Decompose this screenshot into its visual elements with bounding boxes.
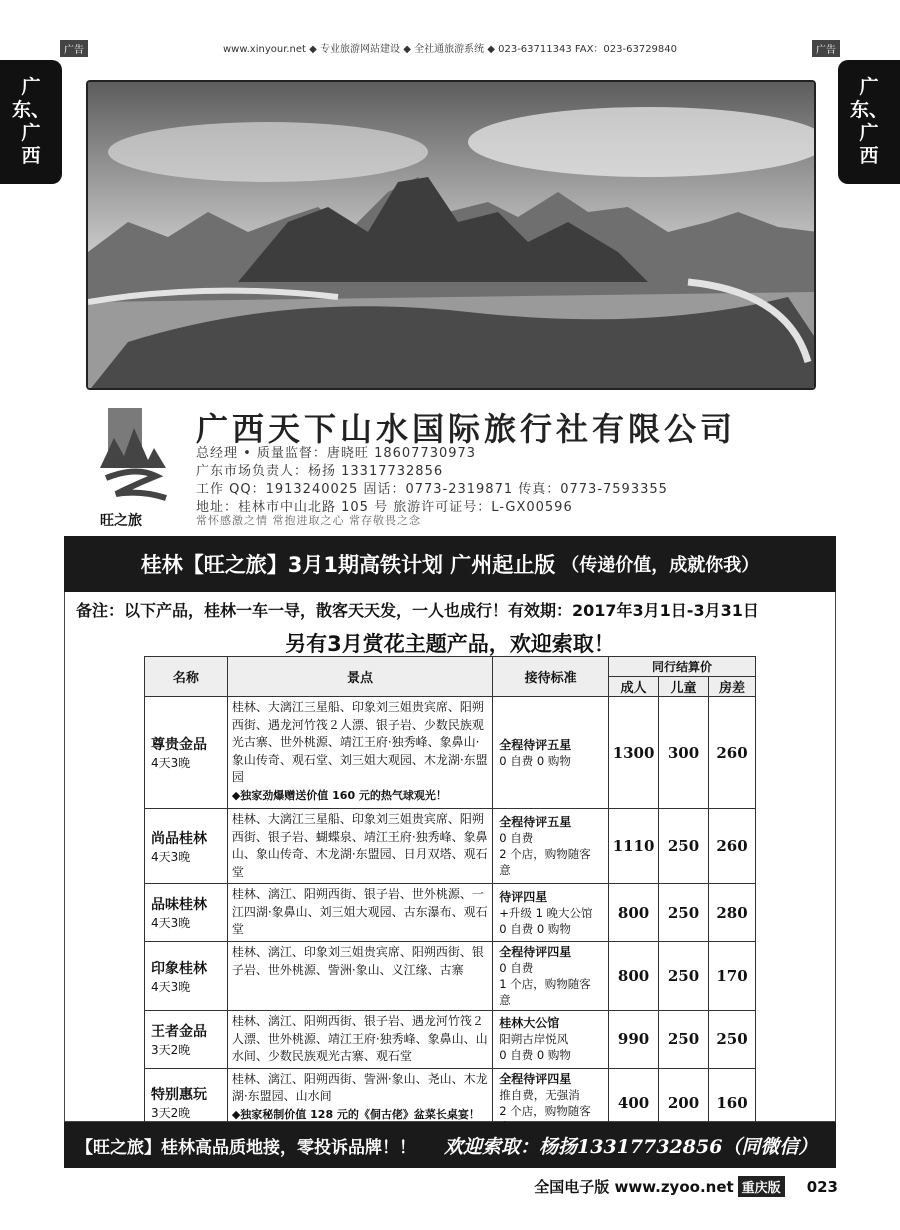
standard-line-3: 2 个店，购物随客意 [499,847,591,877]
page-footer [534,1176,838,1197]
price-room: 250 [709,1011,756,1069]
table-row [145,1011,756,1069]
price-adult: 800 [609,942,659,1011]
company-market-contact: 广东市场负责人：杨扬 13317732856 [196,464,444,479]
standard-line-2: 0 自费 0 购物 [499,753,571,768]
product-days: 3天2晚 [151,1042,191,1057]
company-address: 地址：桂林市中山北路 105 号 旅游许可证号：L-GX00596 [196,500,573,515]
standard-line-3: 0 自费 0 购物 [499,921,571,936]
header-price: 同行结算价 [609,657,756,677]
company-phone: 工作 QQ：1913240025 固话：0773-2319871 传真：0773-7593355 [196,482,668,497]
product-days: 4天3晚 [151,756,191,770]
spots-text: 桂林、漓江、阳朔西街、银子岩、世外桃源、一江四湖·象鼻山、刘三姐大观园、古东瀑布、观石堂 [231,887,488,936]
price-room: 280 [709,884,756,942]
standard-line-2: +升级 1 晚大公馆 [499,905,593,920]
spots-cell [227,809,492,884]
edition-badge: 重庆版 [738,1176,785,1197]
banner-title: 桂林【旺之旅】3月1期高铁计划 广州起止版 [140,553,556,577]
table-row [145,884,756,942]
product-days: 4天3晚 [151,916,191,930]
spots-cell [227,942,492,1011]
remark-text: 备注：以下产品，桂林一车一导，散客天天发，一人也成行！有效期：2017年3月1日-3月31日 [76,601,759,620]
price-adult: 1110 [609,809,659,884]
price-adult: 1300 [609,697,659,809]
standard-line-2: 0 自费 [499,961,534,975]
bonus-text: ◆独家秘制价值 128 元的《侗古佬》盆菜长桌宴！ [231,1107,480,1121]
table-row [145,942,756,1011]
spots-text: 桂林、漓江、阳朔西街、银子岩、遇龙河竹筏２人漂、世外桃源、靖江王府·独秀峰、象鼻山、山水间、少数民族观光古寨、观石堂 [231,1014,488,1063]
product-name-cell [145,1011,228,1069]
price-adult: 800 [609,884,659,942]
side-tab-text: 东、 [11,99,50,121]
standard-line-3: 0 自费 0 购物 [499,1048,571,1063]
promo-text: 另有3月赏花主题产品，欢迎索取！ [285,632,615,656]
side-tab-text: 广 [859,76,879,98]
price-adult: 400 [609,1068,659,1137]
table-row [145,697,756,809]
price-room: 160 [709,1068,756,1137]
spots-cell [227,1011,492,1069]
standard-line-1: 全程待评五星 [499,737,572,752]
product-name: 品味桂林 [151,897,207,913]
standard-cell [493,942,609,1011]
ad-tag-left: 广告 [60,40,88,57]
brand-name: 旺之旅 [100,513,142,529]
product-table [144,656,756,1138]
price-child: 300 [659,697,709,809]
side-tab-left [0,60,62,184]
landscape-photo [86,80,816,390]
price-room: 260 [709,809,756,884]
bonus-text: ◆独家劲爆赠送价值 160 元的热气球观光！ [231,788,447,802]
product-name: 印象桂林 [151,960,207,977]
side-tab-text: 西 [21,145,41,167]
table-row [145,809,756,884]
product-name-cell [145,884,228,942]
standard-cell [493,1011,609,1069]
header-adult: 成人 [609,677,659,697]
spots-cell [227,884,492,942]
price-child: 250 [659,942,709,1011]
company-manager: 总经理 • 质量监督：唐晓旺 18607730973 [196,446,477,461]
standard-line-1: 全程待评四星 [499,1071,572,1086]
product-name: 王者金品 [151,1023,207,1040]
price-child: 250 [659,809,709,884]
standard-cell [493,809,609,884]
ad-tag-right: 广告 [812,40,840,57]
header-spots: 景点 [227,657,492,697]
product-name: 尚品桂林 [151,830,207,847]
standard-line-3: 1 个店，购物随客意 [499,977,591,1007]
standard-line-3: 2 个店，购物随客 [499,1103,591,1118]
product-days: 4天3晚 [151,849,191,864]
product-name: 特别惠玩 [151,1087,207,1103]
side-tab-text: 广 [859,122,879,144]
banner-subtitle: （传递价值，成就你我） [561,555,760,576]
footer-site: 全国电子版 www.zyoo.net [534,1178,734,1196]
price-child: 250 [659,884,709,942]
product-name-cell [145,942,228,1011]
side-tab-text: 广 [21,122,41,144]
footer-contact: 欢迎索取：杨扬13317732856（同微信） [444,1135,818,1158]
product-name-cell [145,697,228,809]
header-name: 名称 [145,657,228,697]
company-slogan: 常怀感激之情 常抱进取之心 常存敬畏之念 [196,514,421,527]
price-room: 170 [709,942,756,1011]
standard-line-2: 推自费，无强消 [499,1087,580,1102]
side-tab-text: 东、 [849,99,888,121]
product-name-cell [145,809,228,884]
title-banner [64,536,836,592]
spots-text: 桂林、漓江、印象刘三姐贵宾席、阳朔西街、银子岩、世外桃源、訾洲·象山、义江缘、古寨 [231,945,484,977]
standard-cell [493,884,609,942]
price-child: 200 [659,1068,709,1137]
price-child: 250 [659,1011,709,1069]
product-name: 尊贵金品 [151,737,207,753]
standard-cell [493,697,609,809]
spots-text: 桂林、大漓江三星船、印象刘三姐贵宾席、阳朔西街、遇龙河竹筏２人漂、银子岩、少数民族观光古寨、世外桃源、靖江王府·独秀峰、象鼻山·象山传奇、观石堂、刘三姐大观园、木龙湖·东盟园 [231,700,488,784]
price-adult: 990 [609,1011,659,1069]
company-logo-icon [96,408,174,520]
side-tab-right [838,60,900,184]
standard-line-1: 桂林大公馆 [499,1016,560,1031]
company-name: 广西天下山水国际旅行社有限公司 [196,410,737,448]
standard-line-1: 全程待评五星 [499,815,572,829]
side-tab-text: 西 [859,145,879,167]
header-room: 房差 [709,677,756,697]
standard-line-2: 阳朔古岸悦风 [499,1032,569,1047]
standard-line-1: 全程待评四星 [499,945,572,959]
footer-slogan: 【旺之旅】桂林高品质地接，零投诉品牌！！ [76,1137,416,1158]
spots-text: 桂林、大漓江三星船、印象刘三姐贵宾席、阳朔西街、银子岩、蝴蝶泉、靖江王府·独秀峰、象鼻山、象山传奇、木龙湖·东盟园、日月双塔、观石堂 [231,812,488,879]
standard-line-1: 待评四星 [499,889,548,904]
page-number: 023 [806,1177,838,1196]
product-days: 4天3晚 [151,979,191,994]
spots-cell [227,697,492,809]
standard-line-2: 0 自费 [499,831,534,845]
spots-text: 桂林、漓江、阳朔西街、訾洲·象山、尧山、木龙湖·东盟园、山水间 [231,1071,488,1103]
side-tab-text: 广 [21,76,41,98]
header-child: 儿童 [659,677,709,697]
header-text: www.xinyour.net ◆ 专业旅游网站建设 ◆ 全社通旅游系统 ◆ 023-63711343 FAX：023-63729840 [222,43,678,55]
product-days: 3天2晚 [151,1106,191,1120]
header-standard: 接待标准 [493,657,609,697]
price-room: 260 [709,697,756,809]
footer-banner [64,1122,836,1168]
